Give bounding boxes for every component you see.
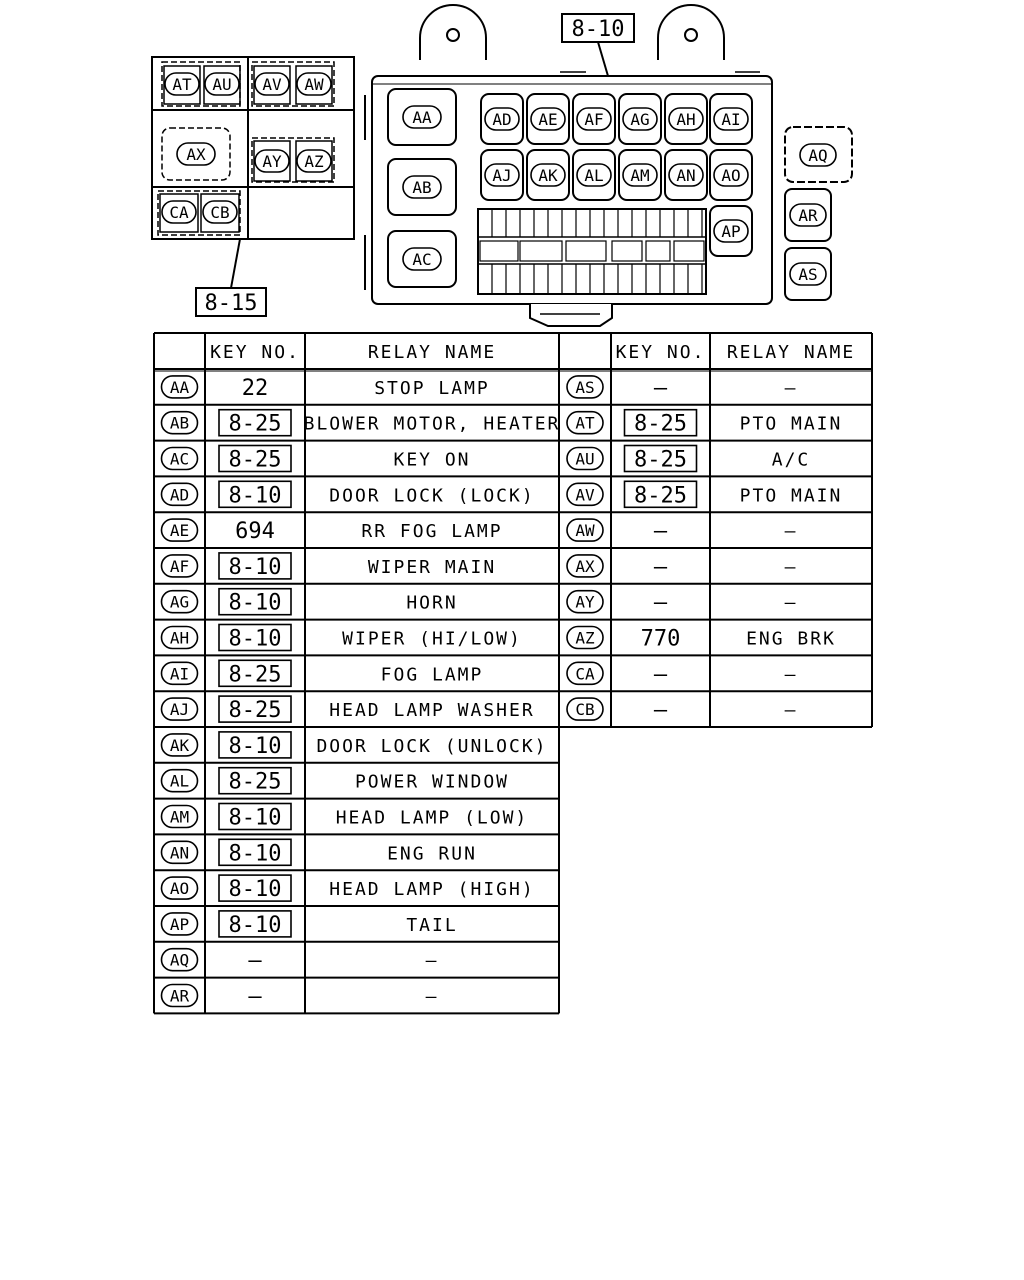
relay-code-aq: [800, 144, 836, 166]
key-no: 8-10: [228, 590, 282, 616]
row-code: [567, 591, 603, 613]
table-row: [162, 625, 522, 652]
relay-name: WIPER MAIN: [367, 556, 497, 578]
key-no: 8-10: [228, 733, 282, 759]
code-label: CB: [210, 203, 230, 222]
key-no: 8-10: [228, 554, 282, 580]
key-no: —: [653, 590, 668, 616]
code-label: AS: [798, 265, 818, 284]
code-label: AA: [412, 108, 432, 127]
code-label: AT: [172, 75, 192, 94]
code-label: AZ: [575, 628, 595, 648]
relay-name: —: [425, 950, 439, 972]
relay-name: —: [784, 700, 798, 722]
row-code: [162, 877, 198, 899]
code-label: AH: [169, 628, 190, 648]
code-label: AA: [169, 377, 190, 397]
relay-code-al: [577, 164, 611, 186]
code-label: AG: [630, 110, 650, 129]
row-code: [162, 483, 198, 505]
code-label: AI: [169, 664, 190, 684]
code-label: AP: [169, 914, 190, 934]
table-row: [567, 555, 797, 580]
relay-code-ab: [403, 176, 441, 198]
code-label: AX: [575, 556, 595, 576]
row-code: [162, 913, 198, 935]
relay-code-aw: [297, 73, 331, 95]
relay-code-ae: [531, 108, 565, 130]
header-relay-name: RELAY NAME: [367, 342, 497, 363]
aux-relay-codes: [162, 73, 331, 223]
code-label: AM: [630, 166, 650, 185]
key-no: 8-10: [228, 877, 282, 903]
relay-name: A/C: [771, 449, 811, 471]
table-row: [567, 662, 797, 687]
code-label: AI: [721, 110, 741, 129]
code-label: AE: [169, 521, 190, 541]
relay-name: KEY ON: [393, 449, 471, 471]
code-label: AL: [169, 771, 190, 791]
relay-code-ap: [714, 220, 748, 242]
code-label: CB: [575, 700, 595, 720]
code-label: AE: [538, 110, 558, 129]
relay-code-as: [790, 263, 826, 285]
code-label: AC: [412, 250, 432, 269]
table-row: [162, 768, 510, 795]
table-row: [162, 410, 561, 437]
relay-code-aa: [403, 106, 441, 128]
relay-name: POWER WINDOW: [354, 771, 510, 793]
row-code: [162, 806, 198, 828]
relay-code-au: [205, 73, 239, 95]
key-no: —: [653, 662, 668, 688]
relay-code-an: [669, 164, 703, 186]
row-code: [162, 698, 198, 720]
code-label: AP: [721, 222, 741, 241]
header-key-no: KEY NO.: [615, 342, 706, 363]
key-no: 8-25: [228, 769, 282, 795]
code-label: AB: [169, 413, 190, 433]
key-no: 8-25: [634, 447, 687, 473]
table-row: [162, 446, 471, 473]
key-no: 694: [235, 519, 275, 545]
ref-label-main: 8-10: [571, 17, 625, 42]
table-row: [162, 481, 535, 508]
table-row: [567, 698, 797, 723]
code-label: AL: [584, 166, 604, 185]
relay-code-az: [297, 150, 331, 172]
relay-name: FOG LAMP: [380, 664, 484, 686]
key-no: —: [653, 375, 668, 401]
code-label: AK: [538, 166, 558, 185]
row-code: [567, 412, 603, 434]
relay-name: PTO MAIN: [739, 485, 843, 507]
row-code: [162, 448, 198, 470]
key-no: 8-25: [228, 698, 282, 724]
code-label: AN: [676, 166, 696, 185]
code-label: AM: [169, 807, 190, 827]
code-label: AD: [492, 110, 512, 129]
key-no: —: [248, 984, 262, 1010]
row-code: [567, 555, 603, 577]
relay-name: RR FOG LAMP: [361, 521, 503, 543]
relay-name: —: [784, 592, 798, 614]
code-label: AW: [575, 521, 595, 541]
code-label: AG: [169, 592, 190, 612]
header-key-no: KEY NO.: [210, 342, 300, 363]
code-label: CA: [169, 203, 189, 222]
table-row: [162, 949, 439, 974]
row-code: [162, 627, 198, 649]
code-label: AO: [169, 879, 190, 899]
relay-name: WIPER (HI/LOW): [342, 628, 522, 650]
code-label: AF: [584, 110, 604, 129]
relay-name: DOOR LOCK (UNLOCK): [316, 735, 548, 757]
code-label: AQ: [808, 146, 828, 165]
relay-code-ay: [255, 150, 289, 172]
row-code: [162, 770, 198, 792]
row-code: [567, 448, 603, 470]
row-code: [162, 591, 198, 613]
relay-name: PTO MAIN: [739, 413, 843, 435]
row-code: [567, 376, 603, 398]
code-label: AC: [169, 449, 190, 469]
key-no: —: [653, 519, 668, 545]
table-row: [567, 376, 797, 401]
table-row: [162, 519, 503, 544]
code-label: AH: [676, 110, 696, 129]
code-label: AD: [169, 485, 190, 505]
key-no: 8-25: [228, 411, 282, 437]
relay-code-cb: [203, 201, 237, 223]
relay-code-ca: [162, 201, 196, 223]
row-code: [567, 662, 603, 684]
row-code: [567, 483, 603, 505]
code-label: AJ: [169, 700, 190, 720]
table-row: [567, 481, 842, 508]
table-row: [567, 410, 842, 437]
row-code: [162, 985, 198, 1007]
row-code: [162, 412, 198, 434]
code-label: AY: [262, 152, 282, 171]
code-label: AX: [186, 145, 206, 164]
code-label: AK: [169, 735, 190, 755]
code-label: AF: [169, 556, 190, 576]
code-label: AU: [212, 75, 232, 94]
table-row: [162, 839, 477, 866]
relay-name: HEAD LAMP (LOW): [335, 807, 529, 829]
row-code: [162, 949, 198, 971]
table-row: [162, 696, 535, 723]
relay-name: HEAD LAMP WASHER: [329, 700, 535, 722]
relay-code-ah: [669, 108, 703, 130]
code-label: AJ: [492, 166, 512, 185]
key-no: —: [653, 698, 668, 724]
code-label: AN: [169, 843, 190, 863]
row-code: [162, 841, 198, 863]
code-label: AT: [575, 413, 595, 433]
code-label: AS: [575, 377, 595, 397]
relay-name: STOP LAMP: [374, 377, 490, 399]
code-label: AZ: [304, 152, 324, 171]
relay-name: HEAD LAMP (HIGH): [329, 879, 535, 901]
key-no: 8-25: [634, 411, 687, 437]
table-row: [162, 660, 484, 687]
relay-name: —: [784, 377, 798, 399]
code-label: AW: [304, 75, 324, 94]
row-code: [567, 519, 603, 541]
relay-name: —: [784, 664, 798, 686]
relay-code-ai: [714, 108, 748, 130]
key-no: 8-10: [228, 841, 282, 867]
code-label: AY: [575, 592, 595, 612]
key-no: 8-25: [634, 483, 687, 509]
table-row: [162, 376, 490, 401]
relay-name: BLOWER MOTOR, HEATER: [303, 413, 561, 435]
relay-name: TAIL: [406, 914, 458, 936]
key-no: 8-10: [228, 626, 282, 652]
key-no: —: [653, 554, 668, 580]
relay-code-am: [623, 164, 657, 186]
code-label: AQ: [169, 950, 190, 970]
row-code: [567, 627, 603, 649]
relay-name: —: [784, 556, 798, 578]
relay-name: ENG BRK: [746, 628, 836, 650]
ref-label-aux: 8-15: [204, 291, 258, 316]
table-row: [162, 804, 529, 831]
table-row: [567, 519, 797, 544]
table-row: [567, 446, 810, 473]
row-code: [162, 376, 198, 398]
relay-code-ar: [790, 204, 826, 226]
relay-code-ao: [714, 164, 748, 186]
relay-name: —: [784, 521, 798, 543]
code-label: CA: [575, 664, 595, 684]
relay-code-ak: [531, 164, 565, 186]
table-row: [162, 875, 535, 902]
code-label: AU: [575, 449, 595, 469]
key-no: 8-25: [228, 662, 282, 688]
table-row: [162, 732, 548, 759]
row-code: [567, 698, 603, 720]
relay-name: —: [425, 986, 439, 1008]
code-label: AR: [169, 986, 190, 1006]
relay-name: DOOR LOCK (LOCK): [329, 485, 535, 507]
key-no: 8-10: [228, 483, 282, 509]
row-code: [162, 662, 198, 684]
code-label: AO: [721, 166, 741, 185]
relay-code-af: [577, 108, 611, 130]
relay-code-ag: [623, 108, 657, 130]
key-no: 8-25: [228, 447, 282, 473]
code-label: AV: [262, 75, 282, 94]
table-row: [567, 627, 836, 652]
relay-name: HORN: [406, 592, 458, 614]
row-code: [162, 555, 198, 577]
table-row: [162, 553, 497, 580]
relay-code-ax: [177, 143, 215, 165]
row-code: [162, 734, 198, 756]
table-row: [162, 985, 439, 1010]
code-label: AB: [412, 178, 432, 197]
side-relay-codes: [790, 144, 836, 285]
relay-code-at: [165, 73, 199, 95]
relay-code-av: [255, 73, 289, 95]
key-no: 770: [640, 626, 681, 652]
code-label: AR: [798, 206, 818, 225]
relay-name: ENG RUN: [387, 843, 477, 865]
row-code: [162, 519, 198, 541]
relay-table: [162, 342, 856, 1010]
key-no: 8-10: [228, 912, 282, 938]
key-no: 8-10: [228, 805, 282, 831]
code-label: AV: [575, 485, 595, 505]
key-no: 22: [241, 375, 269, 401]
key-no: —: [248, 948, 262, 974]
relay-code-ac: [403, 248, 441, 270]
table-row: [567, 591, 797, 616]
relay-code-ad: [485, 108, 519, 130]
header-relay-name: RELAY NAME: [726, 342, 856, 363]
relay-code-aj: [485, 164, 519, 186]
